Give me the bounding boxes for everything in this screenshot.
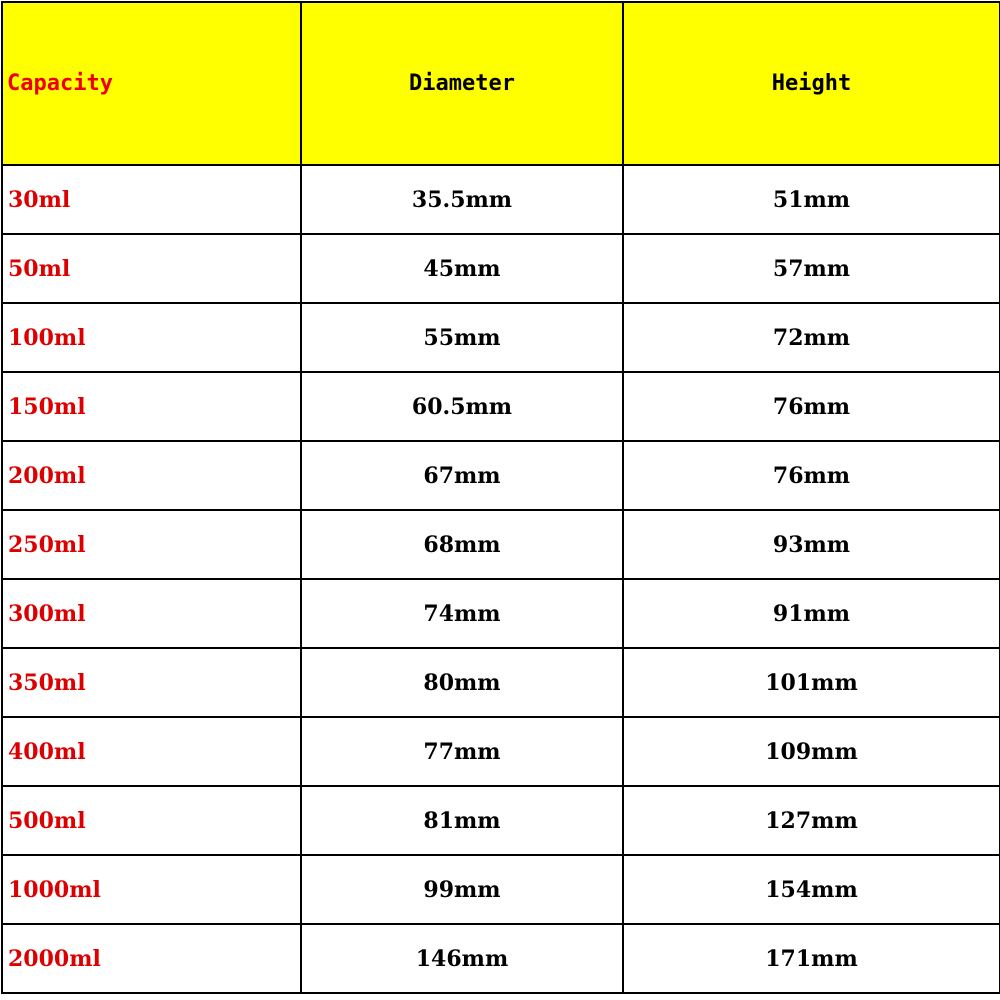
table-body	[2, 165, 1000, 993]
diameter-cell: 68mm	[301, 510, 623, 579]
diameter-cell: 60.5mm	[301, 372, 623, 441]
table-row	[2, 234, 1000, 303]
table-row	[2, 924, 1000, 993]
height-cell: 91mm	[623, 579, 1000, 648]
diameter-cell: 35.5mm	[301, 165, 623, 234]
diameter-cell: 55mm	[301, 303, 623, 372]
height-cell: 101mm	[623, 648, 1000, 717]
table-row	[2, 303, 1000, 372]
height-cell: 109mm	[623, 717, 1000, 786]
height-cell: 57mm	[623, 234, 1000, 303]
height-cell: 51mm	[623, 165, 1000, 234]
diameter-cell: 67mm	[301, 441, 623, 510]
capacity-cell: 100ml	[2, 303, 301, 372]
diameter-cell: 74mm	[301, 579, 623, 648]
header-height: Height	[623, 2, 1000, 165]
capacity-cell: 300ml	[2, 579, 301, 648]
capacity-cell: 500ml	[2, 786, 301, 855]
capacity-cell: 400ml	[2, 717, 301, 786]
table-row	[2, 372, 1000, 441]
table-row	[2, 786, 1000, 855]
diameter-cell: 80mm	[301, 648, 623, 717]
capacity-cell: 30ml	[2, 165, 301, 234]
height-cell: 93mm	[623, 510, 1000, 579]
table-row	[2, 165, 1000, 234]
header-row	[2, 2, 1000, 165]
table-row	[2, 579, 1000, 648]
table-row	[2, 510, 1000, 579]
diameter-cell: 99mm	[301, 855, 623, 924]
diameter-cell: 77mm	[301, 717, 623, 786]
capacity-cell: 1000ml	[2, 855, 301, 924]
size-table	[1, 1, 1000, 994]
diameter-cell: 45mm	[301, 234, 623, 303]
height-cell: 127mm	[623, 786, 1000, 855]
table-row	[2, 717, 1000, 786]
height-cell: 76mm	[623, 441, 1000, 510]
diameter-cell: 81mm	[301, 786, 623, 855]
height-cell: 72mm	[623, 303, 1000, 372]
height-cell: 76mm	[623, 372, 1000, 441]
capacity-cell: 150ml	[2, 372, 301, 441]
capacity-cell: 250ml	[2, 510, 301, 579]
capacity-cell: 350ml	[2, 648, 301, 717]
table-row	[2, 855, 1000, 924]
table-row	[2, 648, 1000, 717]
header-capacity: Capacity	[2, 2, 301, 165]
table-row	[2, 441, 1000, 510]
header-diameter: Diameter	[301, 2, 623, 165]
height-cell: 154mm	[623, 855, 1000, 924]
capacity-cell: 50ml	[2, 234, 301, 303]
diameter-cell: 146mm	[301, 924, 623, 993]
capacity-cell: 200ml	[2, 441, 301, 510]
capacity-cell: 2000ml	[2, 924, 301, 993]
height-cell: 171mm	[623, 924, 1000, 993]
